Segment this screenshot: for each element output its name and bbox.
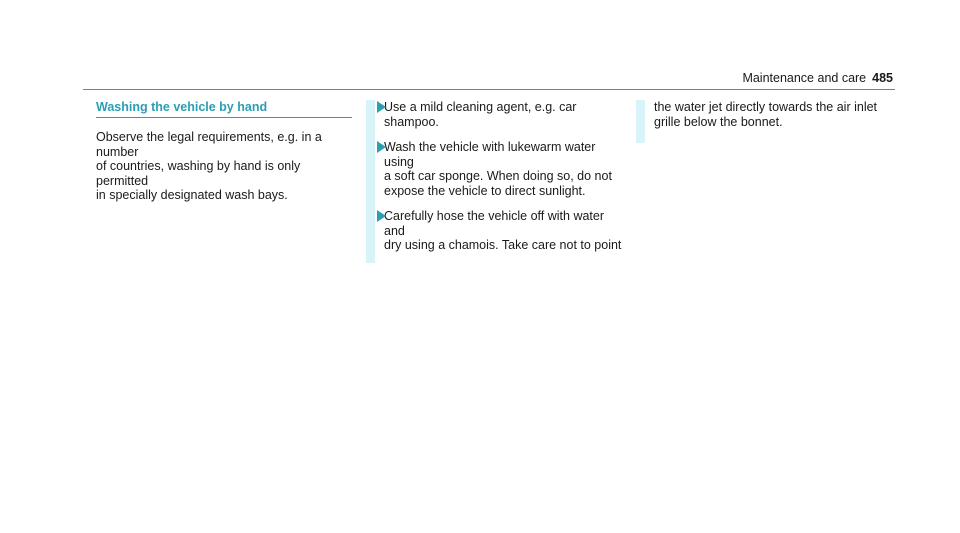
continuation-block — [636, 100, 896, 143]
step-3-continuation — [654, 100, 896, 129]
running-head-title: Maintenance and care — [742, 71, 867, 85]
intro-paragraph — [96, 130, 352, 203]
column-1 — [96, 100, 352, 203]
step-line: Wash the vehicle with lukewarm water using — [384, 140, 596, 169]
step-line: Use a mild cleaning agent, e.g. car shampoo. — [384, 100, 577, 129]
step-line: Carefully hose the vehicle off with water and — [384, 209, 605, 238]
arrow-right-icon — [377, 101, 386, 113]
intro-line: Observe the legal requirements, e.g. in a number — [96, 130, 322, 159]
page-number: 485 — [872, 71, 893, 85]
step-2 — [384, 140, 626, 198]
step-line: dry using a chamois. Take care not to point — [384, 238, 622, 252]
intro-line: of countries, washing by hand is only permitted — [96, 159, 301, 188]
steps-block — [366, 100, 626, 263]
step-3 — [384, 209, 626, 253]
running-head — [742, 71, 893, 85]
continuation-line: the water jet directly towards the air inlet — [654, 100, 878, 114]
intro-line: in specially designated wash bays. — [96, 188, 288, 202]
column-3 — [636, 100, 896, 143]
step-line: expose the vehicle to direct sunlight. — [384, 183, 586, 198]
arrow-right-icon — [377, 141, 386, 153]
arrow-right-icon — [377, 210, 386, 222]
continuation-line: grille below the bonnet. — [654, 114, 783, 129]
column-2 — [366, 100, 626, 263]
step-1 — [384, 100, 626, 129]
section-heading: Washing the vehicle by hand — [96, 100, 352, 118]
header-rule — [83, 89, 895, 90]
step-line: a soft car sponge. When doing so, do not — [384, 169, 612, 183]
